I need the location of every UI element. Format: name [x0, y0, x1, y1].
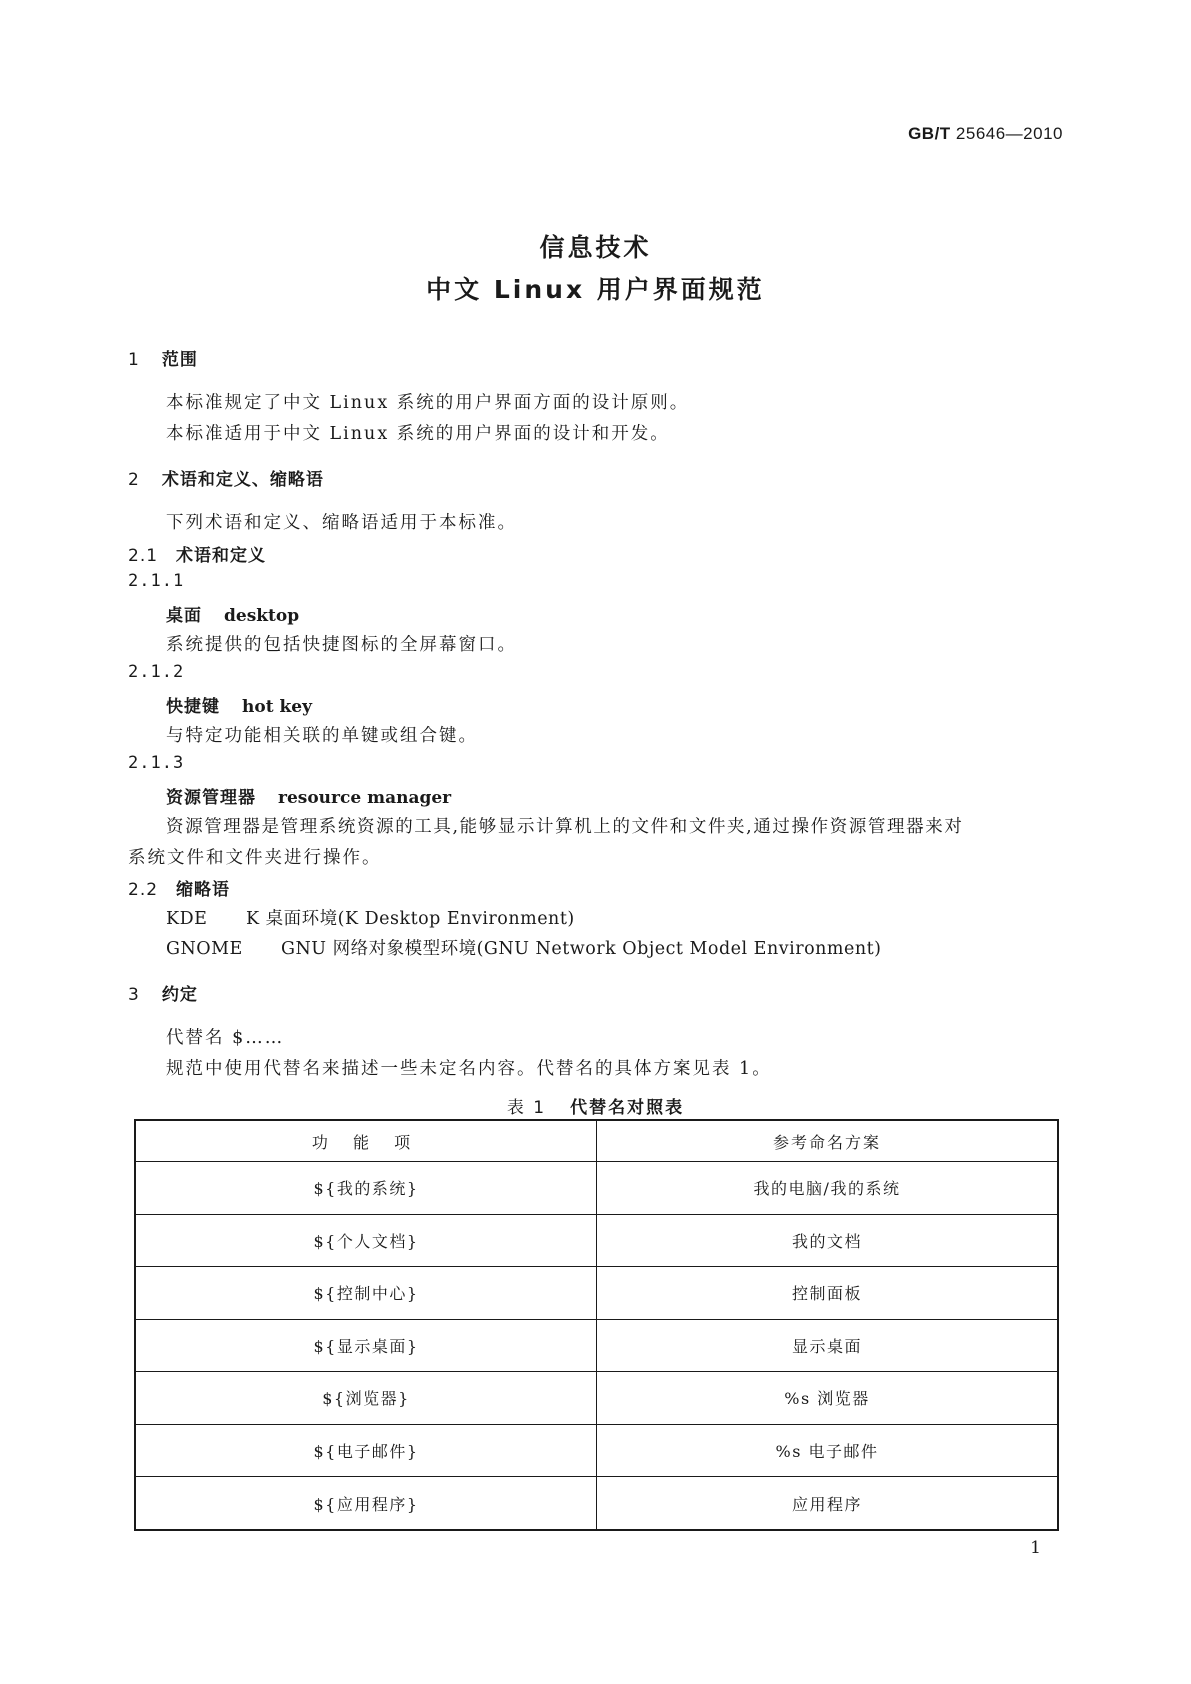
term-2-definition: 与特定功能相关联的单键或组合键。: [166, 726, 478, 746]
section-1-paragraph-2: 本标准适用于中文 Linux 系统的用户界面的设计和开发。: [166, 424, 670, 444]
section-number: 3: [128, 985, 140, 1005]
table-cell: 我的文档: [597, 1214, 1059, 1267]
section-title: 范围: [161, 350, 198, 370]
substitute-name-table: [134, 1119, 1059, 1531]
section-2-intro: 下列术语和定义、缩略语适用于本标准。: [166, 513, 517, 533]
table-cell: ${显示桌面}: [135, 1319, 597, 1372]
table-cell: ${浏览器}: [135, 1372, 597, 1425]
table-caption-title: 代替名对照表: [570, 1098, 685, 1118]
term-3-number: 2.1.3: [128, 753, 185, 773]
table-row: [135, 1214, 1058, 1267]
term-3: [166, 783, 451, 808]
term-en: desktop: [224, 606, 300, 626]
section-number: 1: [128, 350, 140, 370]
term-3-definition-line1: 资源管理器是管理系统资源的工具,能够显示计算机上的文件和文件夹,通过操作资源管理器来对: [166, 817, 964, 837]
section-number: 2.1: [128, 546, 159, 566]
table-row: [135, 1319, 1058, 1372]
abbreviation-kde: [166, 905, 575, 930]
term-2: [166, 692, 312, 717]
section-2-1-heading: [128, 541, 266, 566]
table-header-function: 功 能 项: [135, 1120, 597, 1162]
page-number: 1: [1030, 1538, 1041, 1558]
abbreviation-key: KDE: [166, 909, 208, 929]
table-row: [135, 1162, 1058, 1215]
section-3-paragraph-2: 规范中使用代替名来描述一些未定名内容。代替名的具体方案见表 1。: [166, 1059, 772, 1079]
term-3-definition-line2: 系统文件和文件夹进行操作。: [128, 848, 382, 868]
table-row: [135, 1424, 1058, 1477]
document-title-line2: 中文 Linux 用户界面规范: [426, 275, 765, 304]
section-title: 术语和定义: [176, 546, 267, 566]
table-cell: ${应用程序}: [135, 1477, 597, 1530]
section-title: 术语和定义、缩略语: [161, 470, 324, 490]
term-1: [166, 601, 299, 626]
table-cell: 我的电脑/我的系统: [597, 1162, 1059, 1215]
table-row: [135, 1372, 1058, 1425]
abbreviation-value: GNU 网络对象模型环境(GNU Network Object Model Environment): [281, 939, 882, 959]
table-caption-number: 表 1: [506, 1098, 547, 1118]
table-cell: ${个人文档}: [135, 1214, 597, 1267]
document-title-line1: 信息技术: [539, 233, 652, 262]
term-en: resource manager: [278, 788, 452, 808]
table-row: [135, 1267, 1058, 1320]
table-cell: 应用程序: [597, 1477, 1059, 1530]
standard-prefix: GB/T: [908, 124, 951, 143]
abbreviation-value: K 桌面环境(K Desktop Environment): [246, 909, 575, 929]
table-cell: 显示桌面: [597, 1319, 1059, 1372]
table-cell: ${电子邮件}: [135, 1424, 597, 1477]
term-1-definition: 系统提供的包括快捷图标的全屏幕窗口。: [166, 635, 517, 655]
term-en: hot key: [242, 697, 312, 717]
section-number: 2: [128, 470, 140, 490]
table-cell: ${我的系统}: [135, 1162, 597, 1215]
table-header-row: [135, 1120, 1058, 1162]
section-3-heading: [128, 980, 198, 1005]
table-cell: ${控制中心}: [135, 1267, 597, 1320]
abbreviation-key: GNOME: [166, 939, 243, 959]
section-1-paragraph-1: 本标准规定了中文 Linux 系统的用户界面方面的设计原则。: [166, 393, 690, 413]
standard-number: 25646—2010: [955, 124, 1063, 143]
section-number: 2.2: [128, 880, 159, 900]
term-cn: 资源管理器: [166, 788, 256, 808]
term-2-number: 2.1.2: [128, 662, 185, 682]
table-cell: %s 浏览器: [597, 1372, 1059, 1425]
standard-code: [908, 124, 1063, 144]
term-cn: 桌面: [166, 606, 202, 626]
table-caption: [0, 1093, 1191, 1118]
term-cn: 快捷键: [166, 697, 220, 717]
table-cell: %s 电子邮件: [597, 1424, 1059, 1477]
section-2-heading: [128, 465, 324, 490]
section-1-heading: [128, 345, 198, 370]
term-1-number: 2.1.1: [128, 571, 185, 591]
section-2-2-heading: [128, 875, 230, 900]
abbreviation-gnome: [166, 935, 881, 960]
section-title: 缩略语: [176, 880, 231, 900]
table-cell: 控制面板: [597, 1267, 1059, 1320]
table-row: [135, 1477, 1058, 1530]
section-3-paragraph-1: 代替名 $……: [166, 1028, 285, 1048]
table-header-naming: 参考命名方案: [597, 1120, 1059, 1162]
section-title: 约定: [161, 985, 198, 1005]
